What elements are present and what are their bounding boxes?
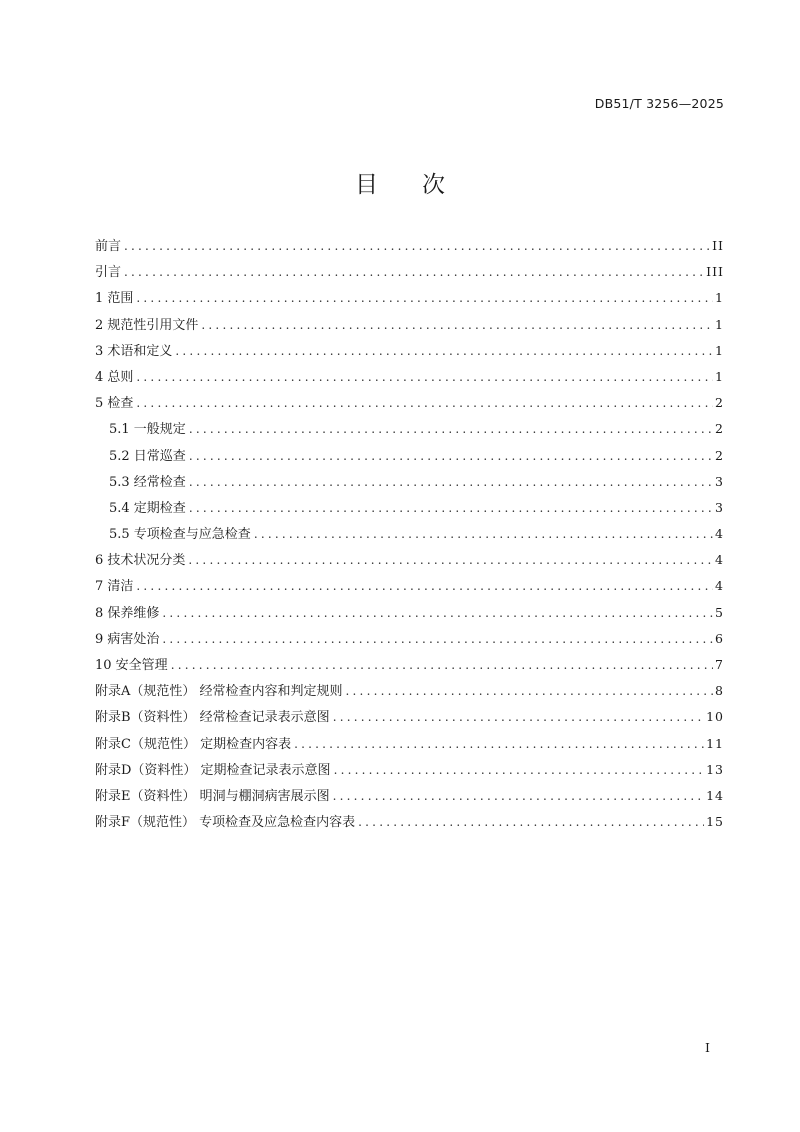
toc-leader-dots <box>346 678 714 704</box>
toc-entry[interactable] <box>95 704 724 730</box>
toc-entry-label: 5 检查 <box>95 396 134 412</box>
toc-entry-label: 9 病害处治 <box>95 631 160 647</box>
toc-entry-page: 5 <box>715 604 724 620</box>
toc-entry-page: 10 <box>706 709 724 725</box>
toc-entry-page: II <box>712 238 724 253</box>
toc-entry-page: 1 <box>715 290 724 306</box>
toc-entry-page: 1 <box>715 316 724 332</box>
toc-entry-label: 前言 <box>95 239 122 254</box>
toc-entry[interactable] <box>95 731 724 757</box>
toc-entry-page: 1 <box>715 368 724 384</box>
toc-entry-page: 1 <box>715 342 724 358</box>
toc-entry-page: 4 <box>715 526 724 542</box>
toc-entry-page: 4 <box>715 552 724 568</box>
toc-leader-dots <box>124 233 710 259</box>
toc-entry-label: 附录F（规范性） 专项检查及应急检查内容表 <box>95 815 356 831</box>
toc-subentry[interactable] <box>95 469 724 495</box>
toc-entry-label: 6 技术状况分类 <box>95 553 186 569</box>
toc-entry-label: 4 总则 <box>95 369 134 385</box>
toc-title: 目次 <box>355 172 489 198</box>
toc-entry-label: 5.4 定期检查 <box>109 500 186 516</box>
toc-entry-page: 2 <box>715 395 724 411</box>
toc-leader-dots <box>294 731 704 757</box>
toc-entry-label: 附录E（资料性） 明洞与棚洞病害展示图 <box>95 788 330 804</box>
toc-leader-dots <box>136 364 713 390</box>
toc-entry[interactable] <box>95 547 724 573</box>
toc-leader-dots <box>358 809 704 835</box>
toc-leader-dots <box>333 783 704 809</box>
page-number: I <box>705 1040 710 1055</box>
toc-entry-label: 3 术语和定义 <box>95 343 173 359</box>
toc-entry[interactable] <box>95 364 724 390</box>
toc-leader-dots <box>189 469 713 495</box>
table-of-contents <box>95 233 724 835</box>
toc-subentry[interactable] <box>95 443 724 469</box>
toc-entry-page: 3 <box>715 473 724 489</box>
toc-entry[interactable] <box>95 285 724 311</box>
toc-leader-dots <box>333 704 704 730</box>
toc-entry-label: 附录D（资料性） 定期检查记录表示意图 <box>95 762 331 778</box>
toc-entry-label: 附录A（规范性） 经常检查内容和判定规则 <box>95 684 343 700</box>
toc-leader-dots <box>171 652 713 678</box>
toc-entry[interactable] <box>95 783 724 809</box>
toc-subentry[interactable] <box>95 521 724 547</box>
toc-leader-dots <box>189 416 713 442</box>
toc-leader-dots <box>162 626 713 652</box>
toc-leader-dots <box>136 285 713 311</box>
toc-entry-label: 附录C（规范性） 定期检查内容表 <box>95 736 292 752</box>
toc-entry-page: 3 <box>715 499 724 515</box>
toc-entry[interactable] <box>95 259 724 285</box>
toc-entry[interactable] <box>95 312 724 338</box>
toc-leader-dots <box>334 757 705 783</box>
toc-entry-label: 2 规范性引用文件 <box>95 317 199 333</box>
toc-entry-page: 14 <box>706 787 724 803</box>
toc-entry-label: 5.2 日常巡查 <box>109 448 186 464</box>
toc-leader-dots <box>162 600 713 626</box>
toc-leader-dots <box>201 312 713 338</box>
toc-entry[interactable] <box>95 573 724 599</box>
toc-entry-label: 10 安全管理 <box>95 658 168 673</box>
toc-entry-page: 11 <box>706 735 724 751</box>
toc-entry-label: 5.3 经常检查 <box>109 474 186 490</box>
toc-entry-page: 13 <box>706 761 724 777</box>
toc-leader-dots <box>175 338 713 364</box>
toc-entry-page: 15 <box>706 814 724 830</box>
toc-entry[interactable] <box>95 390 724 416</box>
toc-leader-dots <box>136 390 713 416</box>
toc-entry-label: 7 清洁 <box>95 579 134 595</box>
toc-leader-dots <box>136 573 713 599</box>
toc-entry-page: III <box>706 264 724 280</box>
toc-leader-dots <box>189 495 713 521</box>
toc-entry[interactable] <box>95 809 724 835</box>
toc-entry-label: 8 保养维修 <box>95 605 160 621</box>
toc-entry[interactable] <box>95 233 724 259</box>
toc-entry-page: 8 <box>715 683 724 699</box>
toc-entry-page: 6 <box>715 630 724 646</box>
toc-entry-page: 7 <box>715 657 724 672</box>
toc-subentry[interactable] <box>95 416 724 442</box>
toc-entry-label: 1 范围 <box>95 291 134 307</box>
toc-entry-label: 引言 <box>95 265 122 281</box>
toc-leader-dots <box>189 443 713 469</box>
toc-leader-dots <box>254 521 713 547</box>
toc-entry-label: 5.1 一般规定 <box>109 422 186 438</box>
toc-entry-label: 5.5 专项检查与应急检查 <box>109 527 251 543</box>
toc-subentry[interactable] <box>95 495 724 521</box>
toc-entry[interactable] <box>95 626 724 652</box>
toc-entry[interactable] <box>95 652 724 678</box>
document-code: DB51/T 3256—2025 <box>594 96 724 111</box>
toc-leader-dots <box>188 547 713 573</box>
toc-entry[interactable] <box>95 338 724 364</box>
toc-leader-dots <box>124 259 704 285</box>
toc-entry[interactable] <box>95 757 724 783</box>
toc-entry-label: 附录B（资料性） 经常检查记录表示意图 <box>95 710 330 726</box>
toc-entry-page: 2 <box>715 447 724 463</box>
toc-entry-page: 4 <box>715 578 724 594</box>
toc-entry[interactable] <box>95 600 724 626</box>
toc-entry[interactable] <box>95 678 724 704</box>
toc-entry-page: 2 <box>715 421 724 437</box>
